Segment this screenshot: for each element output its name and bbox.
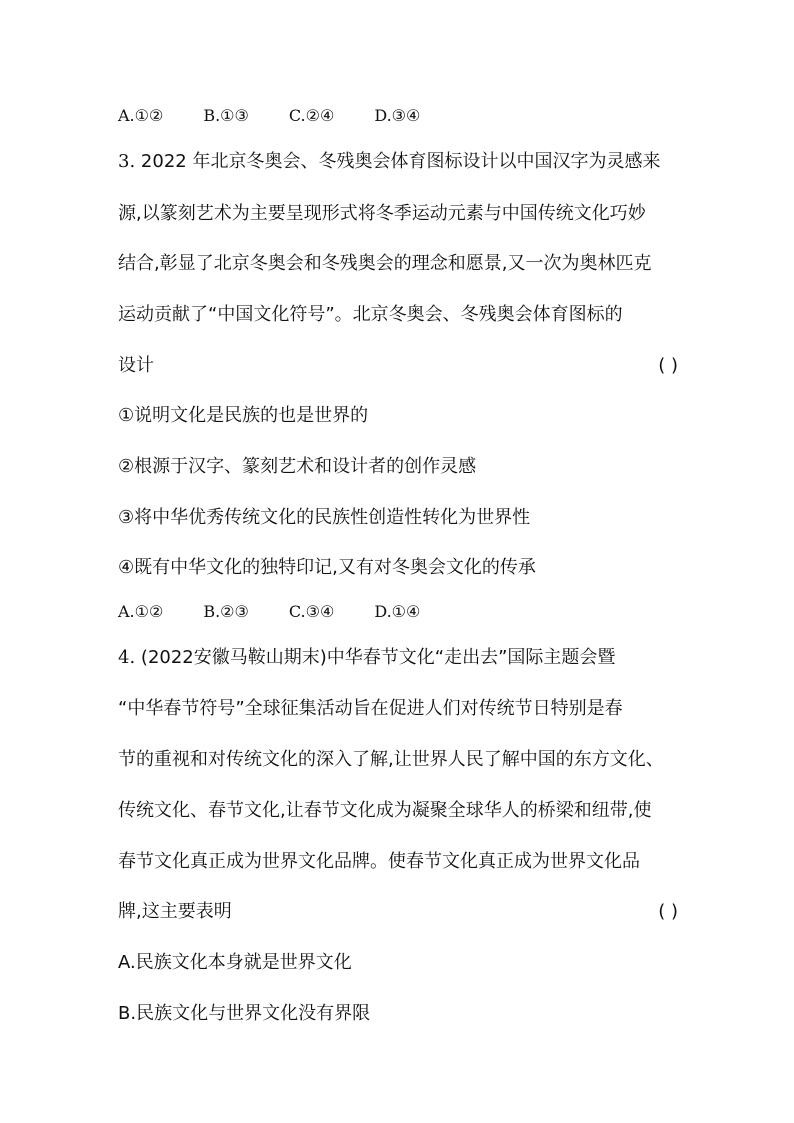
- q2-option-b[interactable]: B.①③: [203, 106, 249, 125]
- q3-option-c[interactable]: C.③④: [288, 602, 335, 621]
- q3-option-a[interactable]: A.①②: [118, 602, 164, 621]
- q3-option-d[interactable]: D.①④: [374, 602, 421, 621]
- q2-option-c[interactable]: C.②④: [288, 106, 335, 125]
- q2-options: [118, 104, 678, 128]
- q4-option-b[interactable]: B.民族文化与世界文化没有界限: [118, 1003, 371, 1024]
- q3-stem-line-1: [118, 150, 678, 174]
- q4-option-a[interactable]: A.民族文化本身就是世界文化: [118, 952, 352, 973]
- q3-options: [118, 600, 678, 624]
- q2-option-a[interactable]: A.①②: [118, 106, 164, 125]
- q3-text-1: 2022 年北京冬奥会、冬残奥会体育图标设计以中国汉字为灵感来: [140, 151, 661, 172]
- q3-statement-4: ④既有中华文化的独特印记,又有对冬奥会文化的传承: [118, 557, 536, 578]
- q4-stem-line-6: [118, 900, 678, 924]
- q3-option-b[interactable]: B.②③: [203, 602, 249, 621]
- q3-number: 3.: [118, 151, 136, 172]
- q4-stem-line-3: 节的重视和对传统文化的深入了解,让世界人民了解中国的东方文化、: [118, 749, 664, 770]
- q4-text-6: 牌,这主要表明: [118, 901, 232, 922]
- q3-statement-2: ②根源于汉字、篆刻艺术和设计者的创作灵感: [118, 456, 477, 477]
- q4-stem-line-2: “中华春节符号”全球征集活动旨在促进人们对传统节日特别是春: [118, 698, 623, 719]
- q2-option-d[interactable]: D.③④: [374, 106, 421, 125]
- q3-stem-line-4: 运动贡献了“中国文化符号”。北京冬奥会、冬残奥会体育图标的: [118, 304, 623, 325]
- q3-stem-line-5: [118, 354, 678, 378]
- q4-stem-line-1: [118, 646, 678, 670]
- q4-answer-blank[interactable]: ( ): [658, 901, 678, 922]
- q3-text-5: 设计: [118, 355, 154, 376]
- q3-stem-line-3: 结合,彰显了北京冬奥会和冬残奥会的理念和愿景,又一次为奥林匹克: [118, 253, 652, 274]
- q4-stem-line-4: 传统文化、春节文化,让春节文化成为凝聚全球华人的桥梁和纽带,使: [118, 800, 652, 821]
- q4-stem-line-5: 春节文化真正成为世界文化品牌。使春节文化真正成为世界文化品: [118, 851, 640, 872]
- q4-number: 4.: [118, 647, 136, 668]
- q3-answer-blank[interactable]: ( ): [658, 355, 678, 376]
- q3-statement-1: ①说明文化是民族的也是世界的: [118, 405, 369, 426]
- q4-text-1: (2022安徽马鞍山期末)中华春节文化“走出去”国际主题会暨: [140, 647, 616, 668]
- q3-stem-line-2: 源,以篆刻艺术为主要呈现形式将冬季运动元素与中国传统文化巧妙: [118, 203, 646, 224]
- q3-statement-3: ③将中华优秀传统文化的民族性创造性转化为世界性: [118, 507, 531, 528]
